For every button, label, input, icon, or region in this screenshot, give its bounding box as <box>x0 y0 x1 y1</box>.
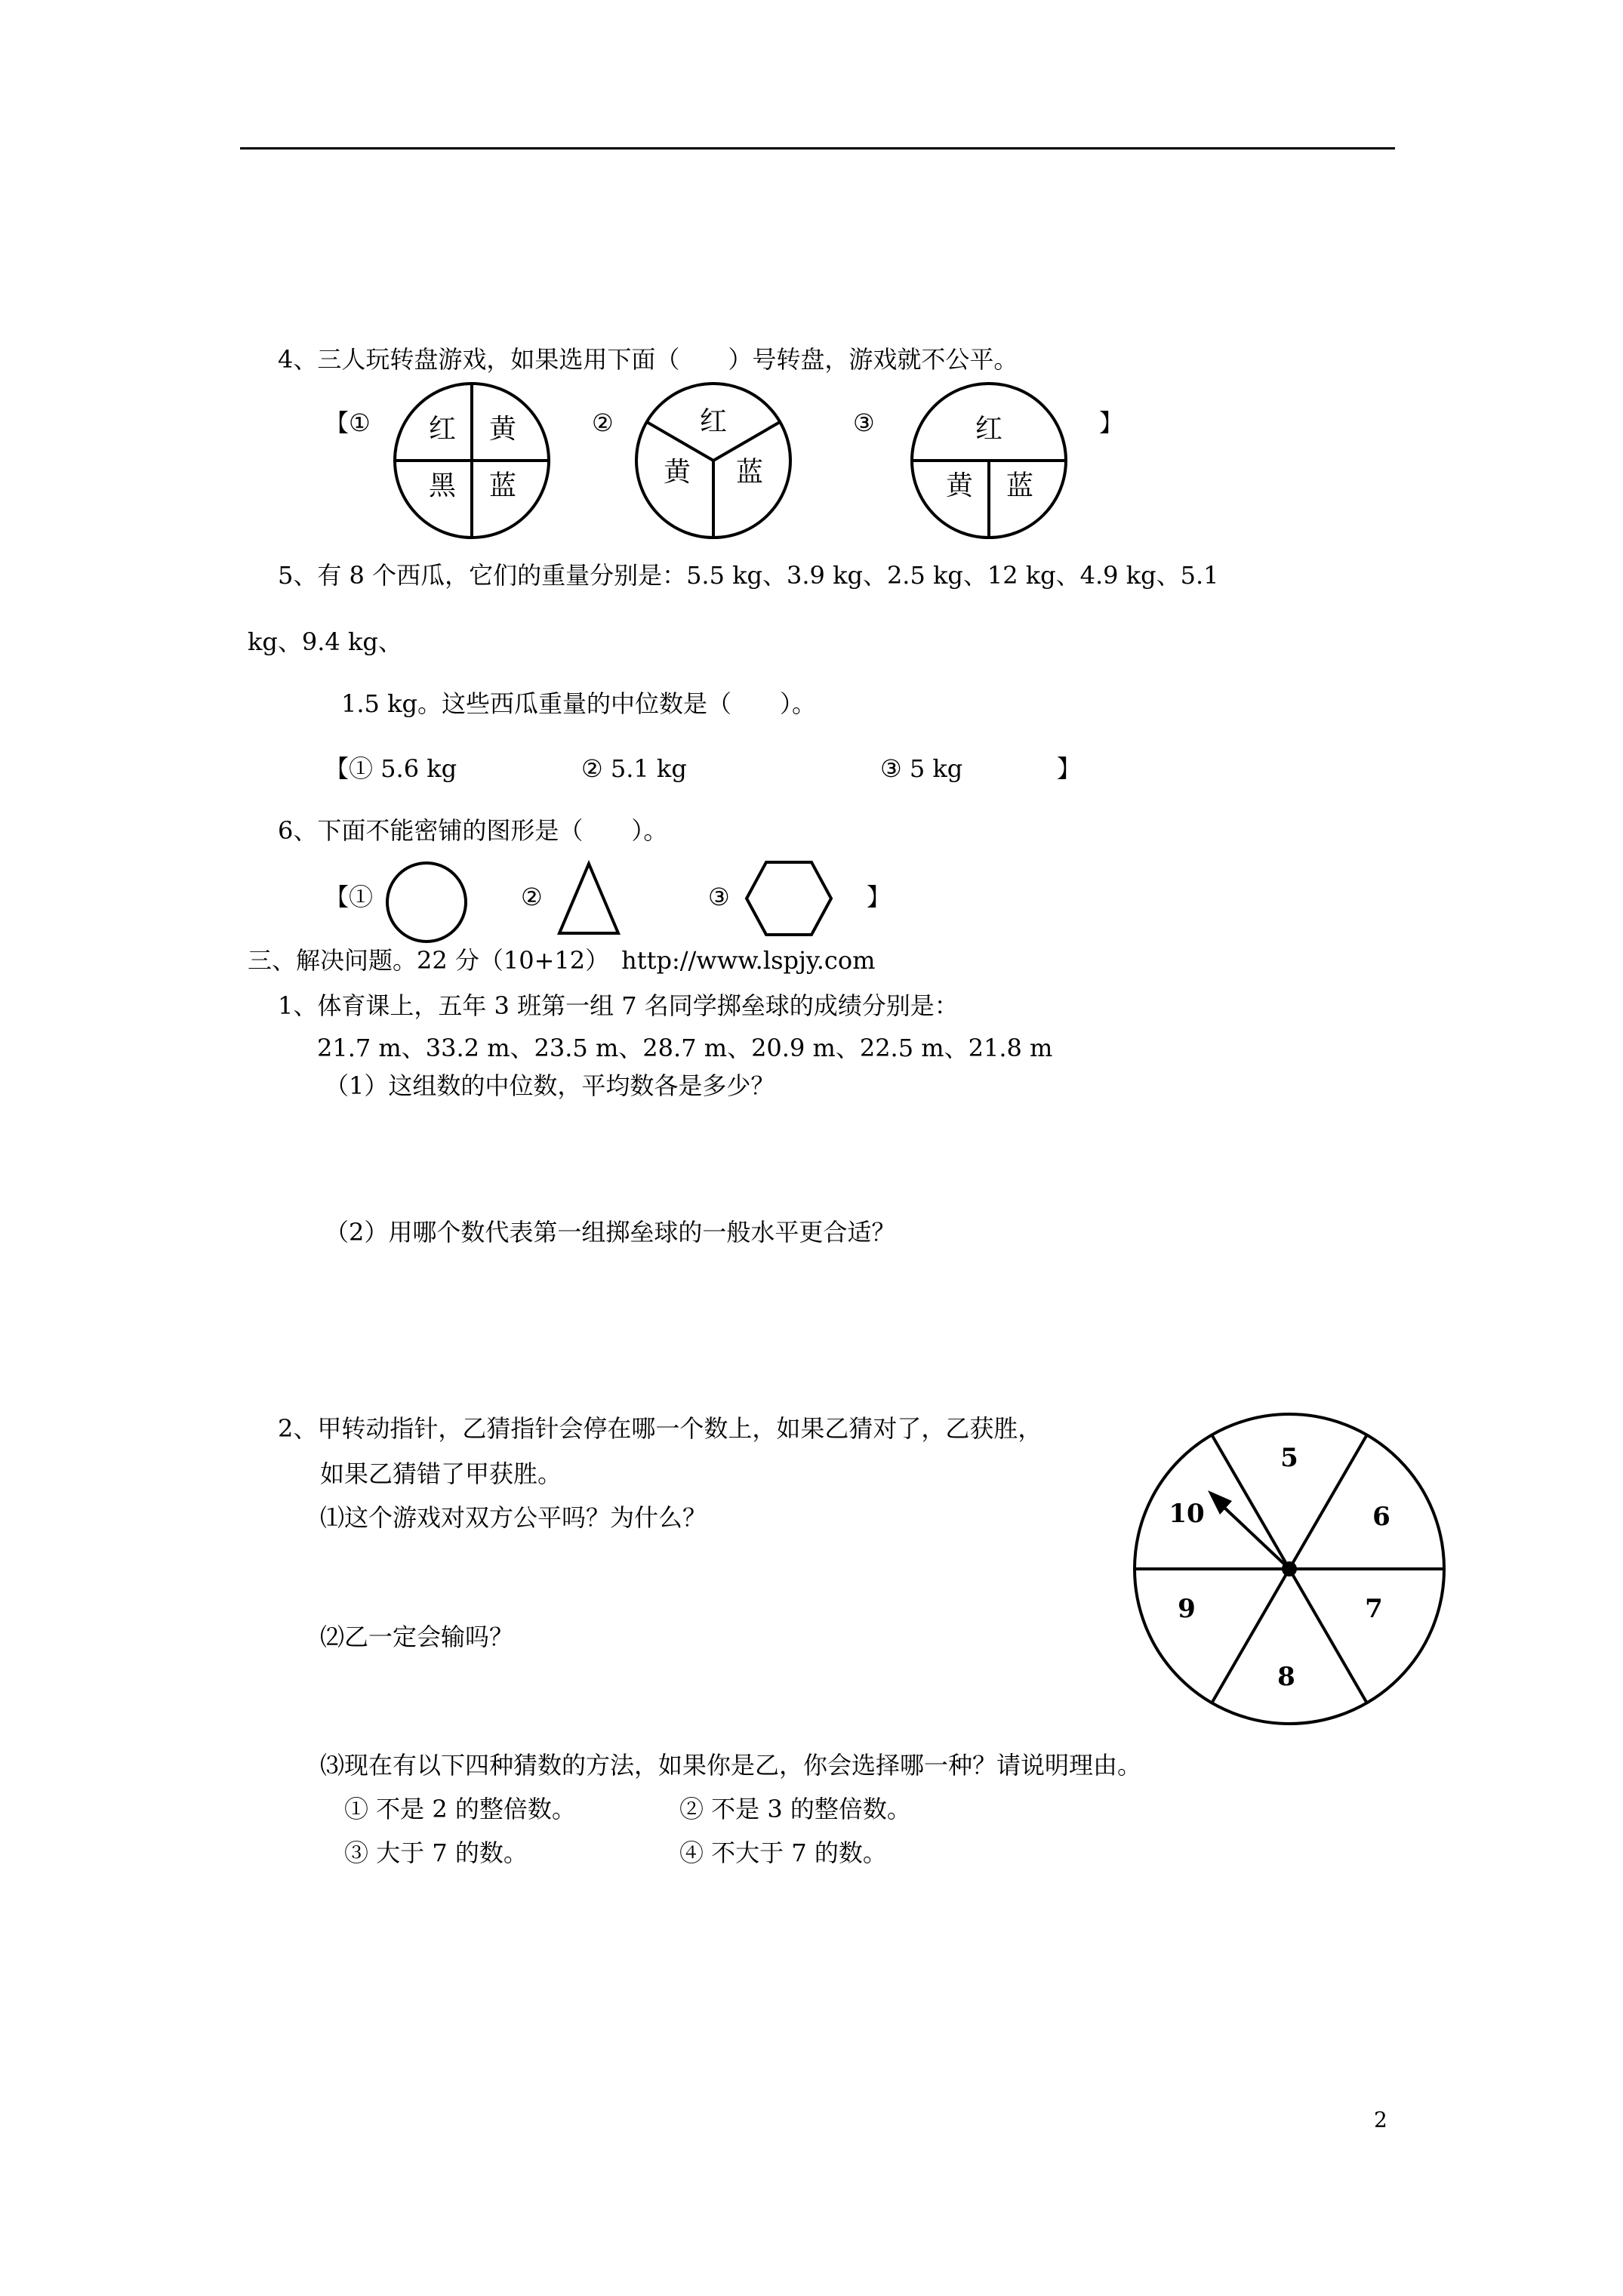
p2-sub-1: ⑴这个游戏对双方公平吗？为什么？ <box>320 1503 707 1532</box>
spinner-3 <box>910 381 1068 540</box>
triangle-shape <box>555 861 623 936</box>
hexagon-shape <box>744 859 834 938</box>
q4-label-1: ① <box>349 408 371 437</box>
p2-option-3: ③ 大于 7 的数。 <box>344 1838 528 1867</box>
header-rule <box>240 147 1395 149</box>
q4-label-3: ③ <box>853 408 875 437</box>
spinner-1 <box>393 381 551 540</box>
page-number: 2 <box>1374 2107 1387 2132</box>
spinner-2-red: 红 <box>699 406 728 437</box>
p1-stem: 1、体育课上，五年 3 班第一组 7 名同学掷垒球的成绩分别是： <box>278 991 959 1020</box>
spinner-2-blue: 蓝 <box>735 457 764 488</box>
spinner-3-red: 红 <box>975 414 1003 445</box>
q6-close-bracket: 】 <box>867 883 892 911</box>
wheel-pointer <box>1223 1506 1289 1569</box>
spinner-3-blue: 蓝 <box>1006 470 1034 501</box>
number-wheel <box>1132 1412 1449 1729</box>
wheel-number-5: 5 <box>1280 1443 1298 1473</box>
spinner-1-red: 红 <box>428 414 457 445</box>
q4-open-bracket: 【 <box>325 408 350 437</box>
spinner-1-black: 黑 <box>428 470 457 501</box>
p2-line-1: 2、甲转动指针，乙猜指针会停在哪一个数上，如果乙猜对了，乙获胜， <box>278 1414 1042 1443</box>
p1-data: 21.7 m、33.2 m、23.5 m、28.7 m、20.9 m、22.5 m、21.8 m <box>317 1034 1053 1062</box>
q5-option-1: 【① 5.6 kg <box>325 754 457 783</box>
q6-stem: 6、下面不能密铺的图形是（ ）。 <box>278 816 668 845</box>
q5-line-3: 1.5 kg。这些西瓜重量的中位数是（ ）。 <box>341 689 816 718</box>
wheel-center-dot <box>1282 1561 1297 1576</box>
p2-sub-2: ⑵乙一定会输吗？ <box>320 1623 514 1651</box>
wheel-number-6: 6 <box>1372 1502 1390 1532</box>
p2-option-1: ① 不是 2 的整倍数。 <box>344 1795 576 1823</box>
p1-sub-1: （1）这组数的中位数，平均数各是多少？ <box>325 1071 775 1100</box>
wheel-number-9: 9 <box>1178 1594 1196 1624</box>
q4-close-bracket: 】 <box>1099 408 1124 437</box>
spinner-1-yellow: 黄 <box>488 414 517 445</box>
q6-label-1: 【① <box>325 883 374 911</box>
p2-option-4: ④ 不大于 7 的数。 <box>679 1838 887 1867</box>
spinner-2 <box>634 381 793 540</box>
p2-sub-3: ⑶现在有以下四种猜数的方法，如果你是乙，你会选择哪一种？请说明理由。 <box>320 1751 1142 1780</box>
q6-label-3: ③ <box>708 883 730 911</box>
wheel-number-8: 8 <box>1277 1662 1295 1692</box>
spinner-2-yellow: 黄 <box>663 457 691 488</box>
q4-label-2: ② <box>592 408 614 437</box>
q5-line-2: kg、9.4 kg、 <box>248 627 402 656</box>
wheel-number-10: 10 <box>1169 1499 1205 1529</box>
q6-label-2: ② <box>521 883 543 911</box>
spinner-1-blue: 蓝 <box>488 470 517 501</box>
circle-shape <box>385 861 468 944</box>
q5-option-3: ③ 5 kg <box>880 754 963 783</box>
wheel-number-7: 7 <box>1365 1594 1383 1624</box>
q4-stem: 4、三人玩转盘游戏，如果选用下面（ ）号转盘，游戏就不公平。 <box>278 345 1018 374</box>
spinner-3-yellow: 黄 <box>945 470 974 501</box>
p2-option-2: ② 不是 3 的整倍数。 <box>679 1795 911 1823</box>
q5-close-bracket: 】 <box>1057 754 1082 783</box>
p1-sub-2: （2）用哪个数代表第一组掷垒球的一般水平更合适？ <box>325 1218 896 1247</box>
section-3-title: 三、解决问题。22 分（10+12） http://www.lspjy.com <box>248 946 876 975</box>
q5-line-1: 5、有 8 个西瓜，它们的重量分别是：5.5 kg、3.9 kg、2.5 kg、12 kg、4.9 kg、5.1 <box>278 561 1219 590</box>
p2-line-2: 如果乙猜错了甲获胜。 <box>320 1459 562 1488</box>
q5-option-2: ② 5.1 kg <box>581 754 687 783</box>
